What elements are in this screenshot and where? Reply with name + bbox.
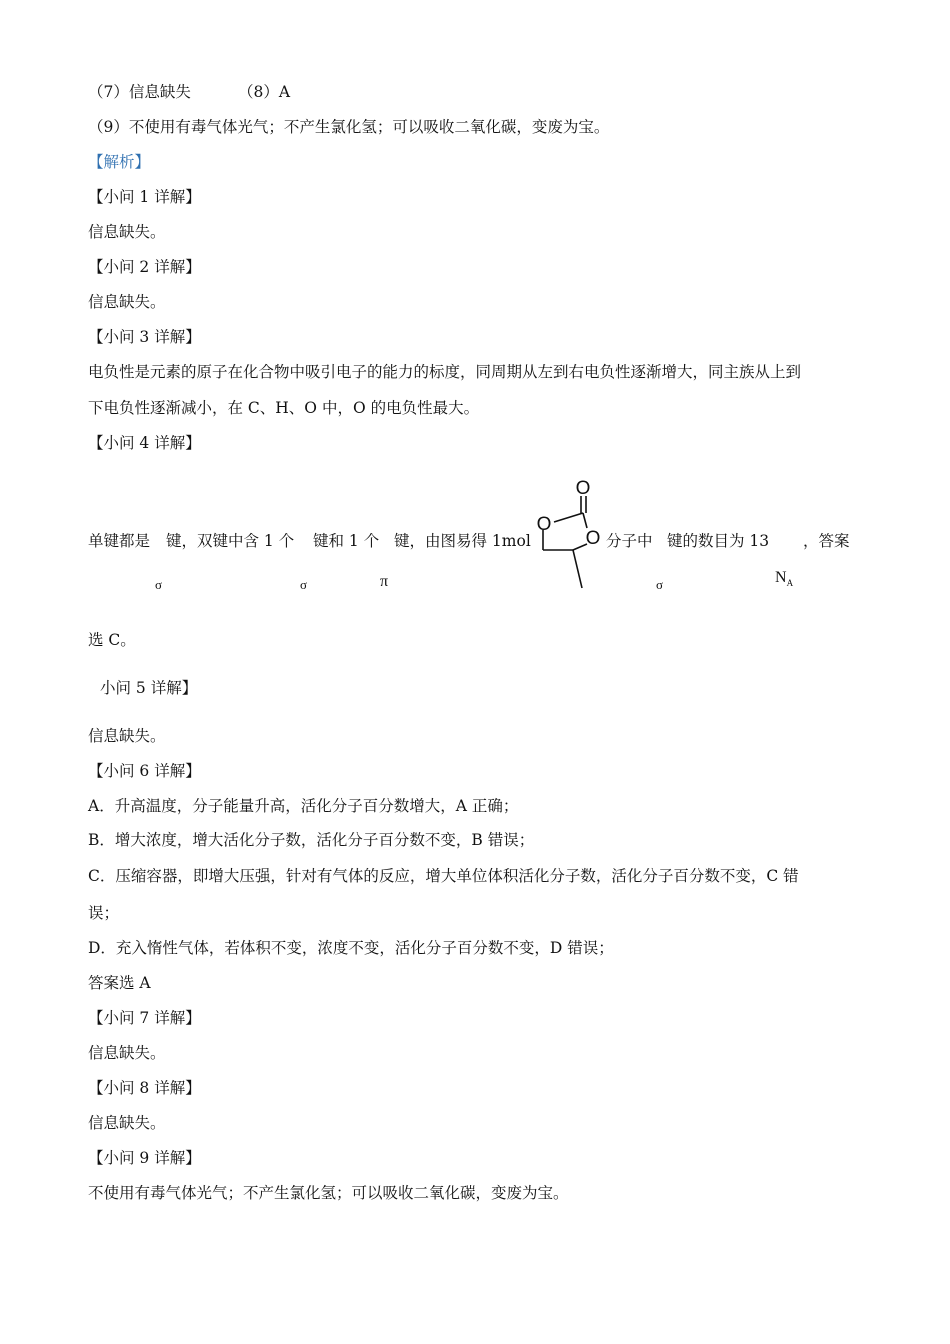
section-6-heading: 【小问 6 详解】 <box>88 762 201 780</box>
section-9-body: 不使用有毒气体光气；不产生氯化氢；可以吸收二氧化碳，变废为宝。 <box>88 1184 569 1202</box>
answer-q8-text: （8）A <box>238 83 291 101</box>
section-6-option-c-line-1: C．压缩容器，即增大压强，针对有气体的反应，增大单位体积活化分子数，活化分子百分数不变，C 错 <box>88 867 799 885</box>
section-4-seg-6: 键的数目为 13 <box>667 532 770 550</box>
sigma-symbol-2: σ <box>300 577 308 592</box>
sigma-symbol-3: σ <box>656 577 664 592</box>
section-6-option-d: D．充入惰性气体，若体积不变，浓度不变，活化分子百分数不变，D 错误； <box>88 939 614 957</box>
mol-atom-o-left: O <box>536 514 552 535</box>
answer-q8 <box>238 82 290 102</box>
answer-q7 <box>88 82 191 102</box>
section-4-seg-7: ，答案 <box>803 532 850 550</box>
section-3-body-line-2: 下电负性逐渐减小，在 C、H、O 中，O 的电负性最大。 <box>88 399 480 417</box>
avogadro-symbol <box>775 569 793 588</box>
section-4-heading: 【小问 4 详解】 <box>88 434 201 452</box>
section-4-seg-1: 单键都是 <box>88 532 151 550</box>
section-4-seg-2: 键，双键中含 1 个 <box>166 532 295 550</box>
answer-q9: （9）不使用有毒气体光气；不产生氯化氢；可以吸收二氧化碳，变废为宝。 <box>88 118 610 136</box>
mol-atom-o-top: O <box>575 478 591 499</box>
section-6-option-a: A．升高温度，分子能量升高，活化分子百分数增大，A 正确； <box>88 797 519 815</box>
section-5-heading: 小问 5 详解】 <box>100 679 198 697</box>
section-6-answer: 答案选 A <box>88 974 151 992</box>
analysis-heading: 【解析】 <box>88 153 151 171</box>
mol-atom-o-right: O <box>585 528 601 549</box>
mol-bond-c-oright <box>583 513 587 528</box>
section-2-body: 信息缺失。 <box>88 293 166 311</box>
section-9-heading: 【小问 9 详解】 <box>88 1149 201 1167</box>
section-8-heading: 【小问 8 详解】 <box>88 1079 201 1097</box>
section-7-body: 信息缺失。 <box>88 1044 166 1062</box>
section-3-body-line-1: 电负性是元素的原子在化合物中吸引电子的能力的标度，同周期从左到右电负性逐渐增大，同主族从上到 <box>88 363 802 381</box>
section-4-seg-4: 键，由图易得 1mol <box>394 532 531 550</box>
pi-symbol: π <box>380 573 389 590</box>
section-4-seg-5: 分子中 <box>606 532 653 550</box>
section-6-option-b: B．增大浓度，增大活化分子数，活化分子百分数不变，B 错误； <box>88 831 535 849</box>
section-1-heading: 【小问 1 详解】 <box>88 188 201 206</box>
propylene-carbonate-structure <box>530 472 610 594</box>
mol-bond-methyl <box>573 550 582 588</box>
section-4-body-end: 选 C。 <box>88 631 136 649</box>
section-8-body: 信息缺失。 <box>88 1114 166 1132</box>
section-2-heading: 【小问 2 详解】 <box>88 258 201 276</box>
section-7-heading: 【小问 7 详解】 <box>88 1009 201 1027</box>
section-5-body: 信息缺失。 <box>88 727 166 745</box>
mol-bond-c-oleft <box>554 513 583 522</box>
avogadro-n: N <box>775 569 787 586</box>
sigma-symbol-1: σ <box>155 577 163 592</box>
section-4-seg-3: 键和 1 个 <box>313 532 380 550</box>
answer-q7-text: （7）信息缺失 <box>88 83 191 101</box>
section-1-body: 信息缺失。 <box>88 223 166 241</box>
section-6-option-c-line-2: 误； <box>88 904 120 922</box>
avogadro-sub-a: A <box>786 578 794 589</box>
section-3-heading: 【小问 3 详解】 <box>88 328 201 346</box>
